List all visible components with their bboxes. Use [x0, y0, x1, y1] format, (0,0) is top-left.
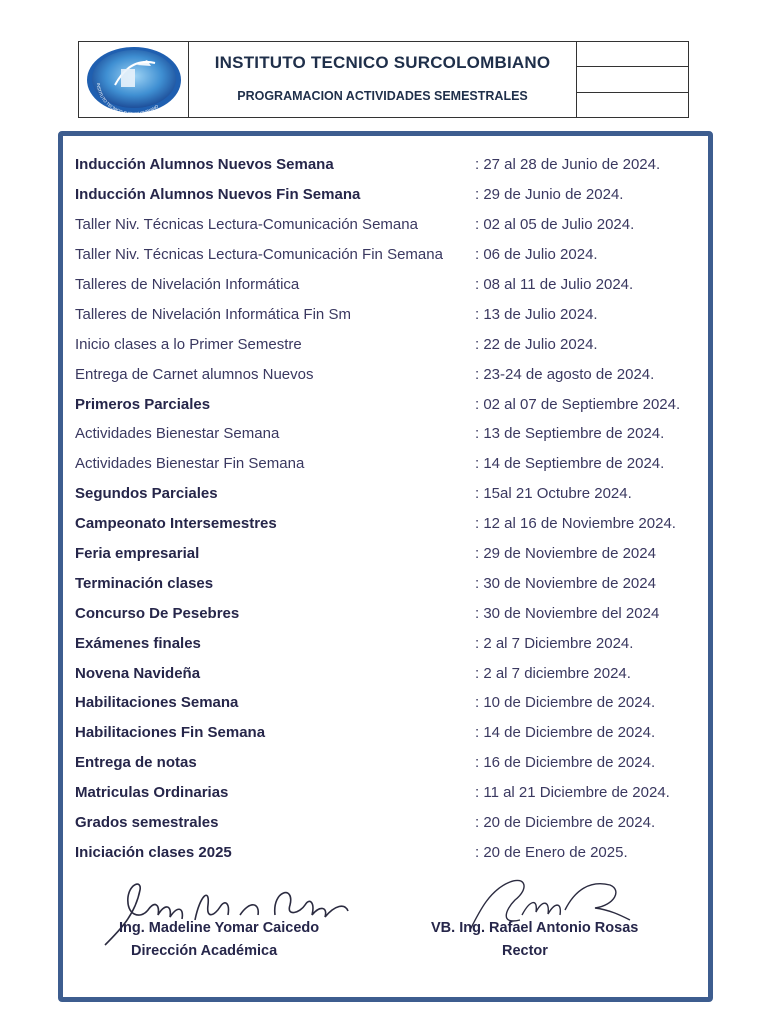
document-subtitle: PROGRAMACION ACTIVIDADES SEMESTRALES — [237, 88, 528, 103]
activity-name: Matriculas Ordinarias — [75, 784, 229, 802]
activity-date: : 23-24 de agosto de 2024. — [475, 365, 655, 383]
activity-row — [75, 778, 715, 808]
activity-date: : 13 de Septiembre de 2024. — [475, 425, 665, 443]
activity-row — [75, 688, 715, 718]
activity-name: Segundos Parciales — [75, 485, 218, 503]
activity-row — [75, 479, 715, 509]
logo-cell — [79, 42, 189, 117]
activity-row — [75, 329, 715, 359]
activity-row — [75, 270, 715, 300]
activity-row — [75, 150, 715, 180]
activity-date: : 2 al 7 Diciembre 2024. — [475, 634, 634, 652]
activity-name: Talleres de Nivelación Informática — [75, 276, 300, 293]
activity-name: Inducción Alumnos Nuevos Fin Semana — [75, 186, 361, 204]
activity-row — [75, 718, 715, 748]
signer-right-role: Rector — [502, 943, 548, 959]
activity-date: : 14 de Septiembre de 2024. — [475, 455, 665, 473]
activity-name: Campeonato Intersemestres — [75, 515, 277, 533]
signer-left-name: Ing. Madeline Yomar Caicedo — [119, 920, 320, 936]
activity-date: : 30 de Noviembre del 2024 — [475, 604, 660, 622]
activity-row — [75, 210, 715, 240]
activity-date: : 02 al 07 de Septiembre 2024. — [475, 395, 681, 413]
activity-date: : 27 al 28 de Junio de 2024. — [475, 156, 661, 174]
title-cell — [189, 42, 577, 117]
activity-name: Habilitaciones Semana — [75, 694, 239, 712]
activity-name: Taller Niv. Técnicas Lectura-Comunicación Semana — [75, 216, 418, 234]
activity-name: Inicio clases a lo Primer Semestre — [75, 335, 302, 353]
activity-name: Habilitaciones Fin Semana — [75, 724, 266, 742]
activity-name: Entrega de Carnet alumnos Nuevos — [75, 365, 314, 383]
activity-date: : 10 de Diciembre de 2024. — [475, 694, 656, 712]
activity-row — [75, 568, 715, 598]
activity-date: : 30 de Noviembre de 2024 — [475, 574, 656, 592]
header-empty-cell — [577, 93, 688, 117]
activity-row — [75, 299, 715, 329]
activity-date: : 16 de Diciembre de 2024. — [475, 754, 656, 772]
activity-date: : 29 de Junio de 2024. — [475, 186, 624, 204]
activity-date: : 02 al 05 de Julio 2024. — [475, 216, 635, 234]
activity-name: Actividades Bienestar Fin Semana — [75, 455, 305, 473]
activity-name: Entrega de notas — [75, 754, 197, 772]
header-empty-cell — [577, 42, 688, 67]
activity-date: : 14 de Diciembre de 2024. — [475, 724, 656, 742]
activity-row — [75, 240, 715, 270]
activity-row — [75, 628, 715, 658]
activity-row — [75, 359, 715, 389]
activity-name: Talleres de Nivelación Informática Fin Sm — [75, 305, 351, 323]
activity-name: Exámenes finales — [75, 634, 201, 652]
activity-row — [75, 449, 715, 479]
activity-name: Iniciación clases 2025 — [75, 843, 232, 861]
signer-left-role: Dirección Académica — [131, 943, 278, 959]
signer-right-name: VB. Ing. Rafael Antonio Rosas — [431, 920, 639, 936]
logo-arc-text: INSTITUTO TECNICO SURCOLOMBIANO — [95, 82, 159, 115]
activity-name: Terminación clases — [75, 574, 214, 592]
institution-title: INSTITUTO TECNICO SURCOLOMBIANO — [214, 52, 551, 72]
activity-date: : 2 al 7 diciembre 2024. — [475, 664, 631, 682]
activity-name: Feria empresarial — [75, 545, 200, 563]
activity-row — [75, 180, 715, 210]
activity-date: : 08 al 11 de Julio 2024. — [475, 276, 634, 293]
activity-date: : 13 de Julio 2024. — [475, 305, 598, 323]
activity-row — [75, 837, 715, 867]
activity-row — [75, 389, 715, 419]
activity-name: Actividades Bienestar Semana — [75, 425, 280, 443]
activity-row — [75, 748, 715, 778]
activity-name: Novena Navideña — [75, 664, 201, 682]
document-header — [78, 41, 689, 118]
header-code-cells — [577, 42, 688, 117]
activity-date: : 22 de Julio 2024. — [475, 335, 598, 353]
activity-date: : 12 al 16 de Noviembre 2024. — [475, 515, 676, 533]
activity-list — [75, 150, 715, 867]
activity-row — [75, 539, 715, 569]
activity-date: : 06 de Julio 2024. — [475, 246, 598, 264]
activity-date: : 20 de Diciembre de 2024. — [475, 814, 656, 832]
activity-date: : 15al 21 Octubre 2024. — [475, 485, 632, 503]
activity-row — [75, 598, 715, 628]
activity-row — [75, 808, 715, 838]
activity-row — [75, 658, 715, 688]
activity-date: : 29 de Noviembre de 2024 — [475, 545, 656, 563]
activity-date: : 20 de Enero de 2025. — [475, 843, 628, 861]
activity-date: : 11 al 21 Diciembre de 2024. — [475, 784, 670, 802]
activity-name: Inducción Alumnos Nuevos Semana — [75, 156, 334, 174]
activity-row — [75, 509, 715, 539]
activity-row — [75, 419, 715, 449]
institution-logo-icon — [85, 45, 183, 115]
activity-name: Grados semestrales — [75, 814, 219, 832]
activity-name: Taller Niv. Técnicas Lectura-Comunicación Fin Semana — [75, 246, 443, 264]
activity-name: Primeros Parciales — [75, 395, 211, 413]
header-empty-cell — [577, 67, 688, 92]
activity-name: Concurso De Pesebres — [75, 604, 240, 622]
